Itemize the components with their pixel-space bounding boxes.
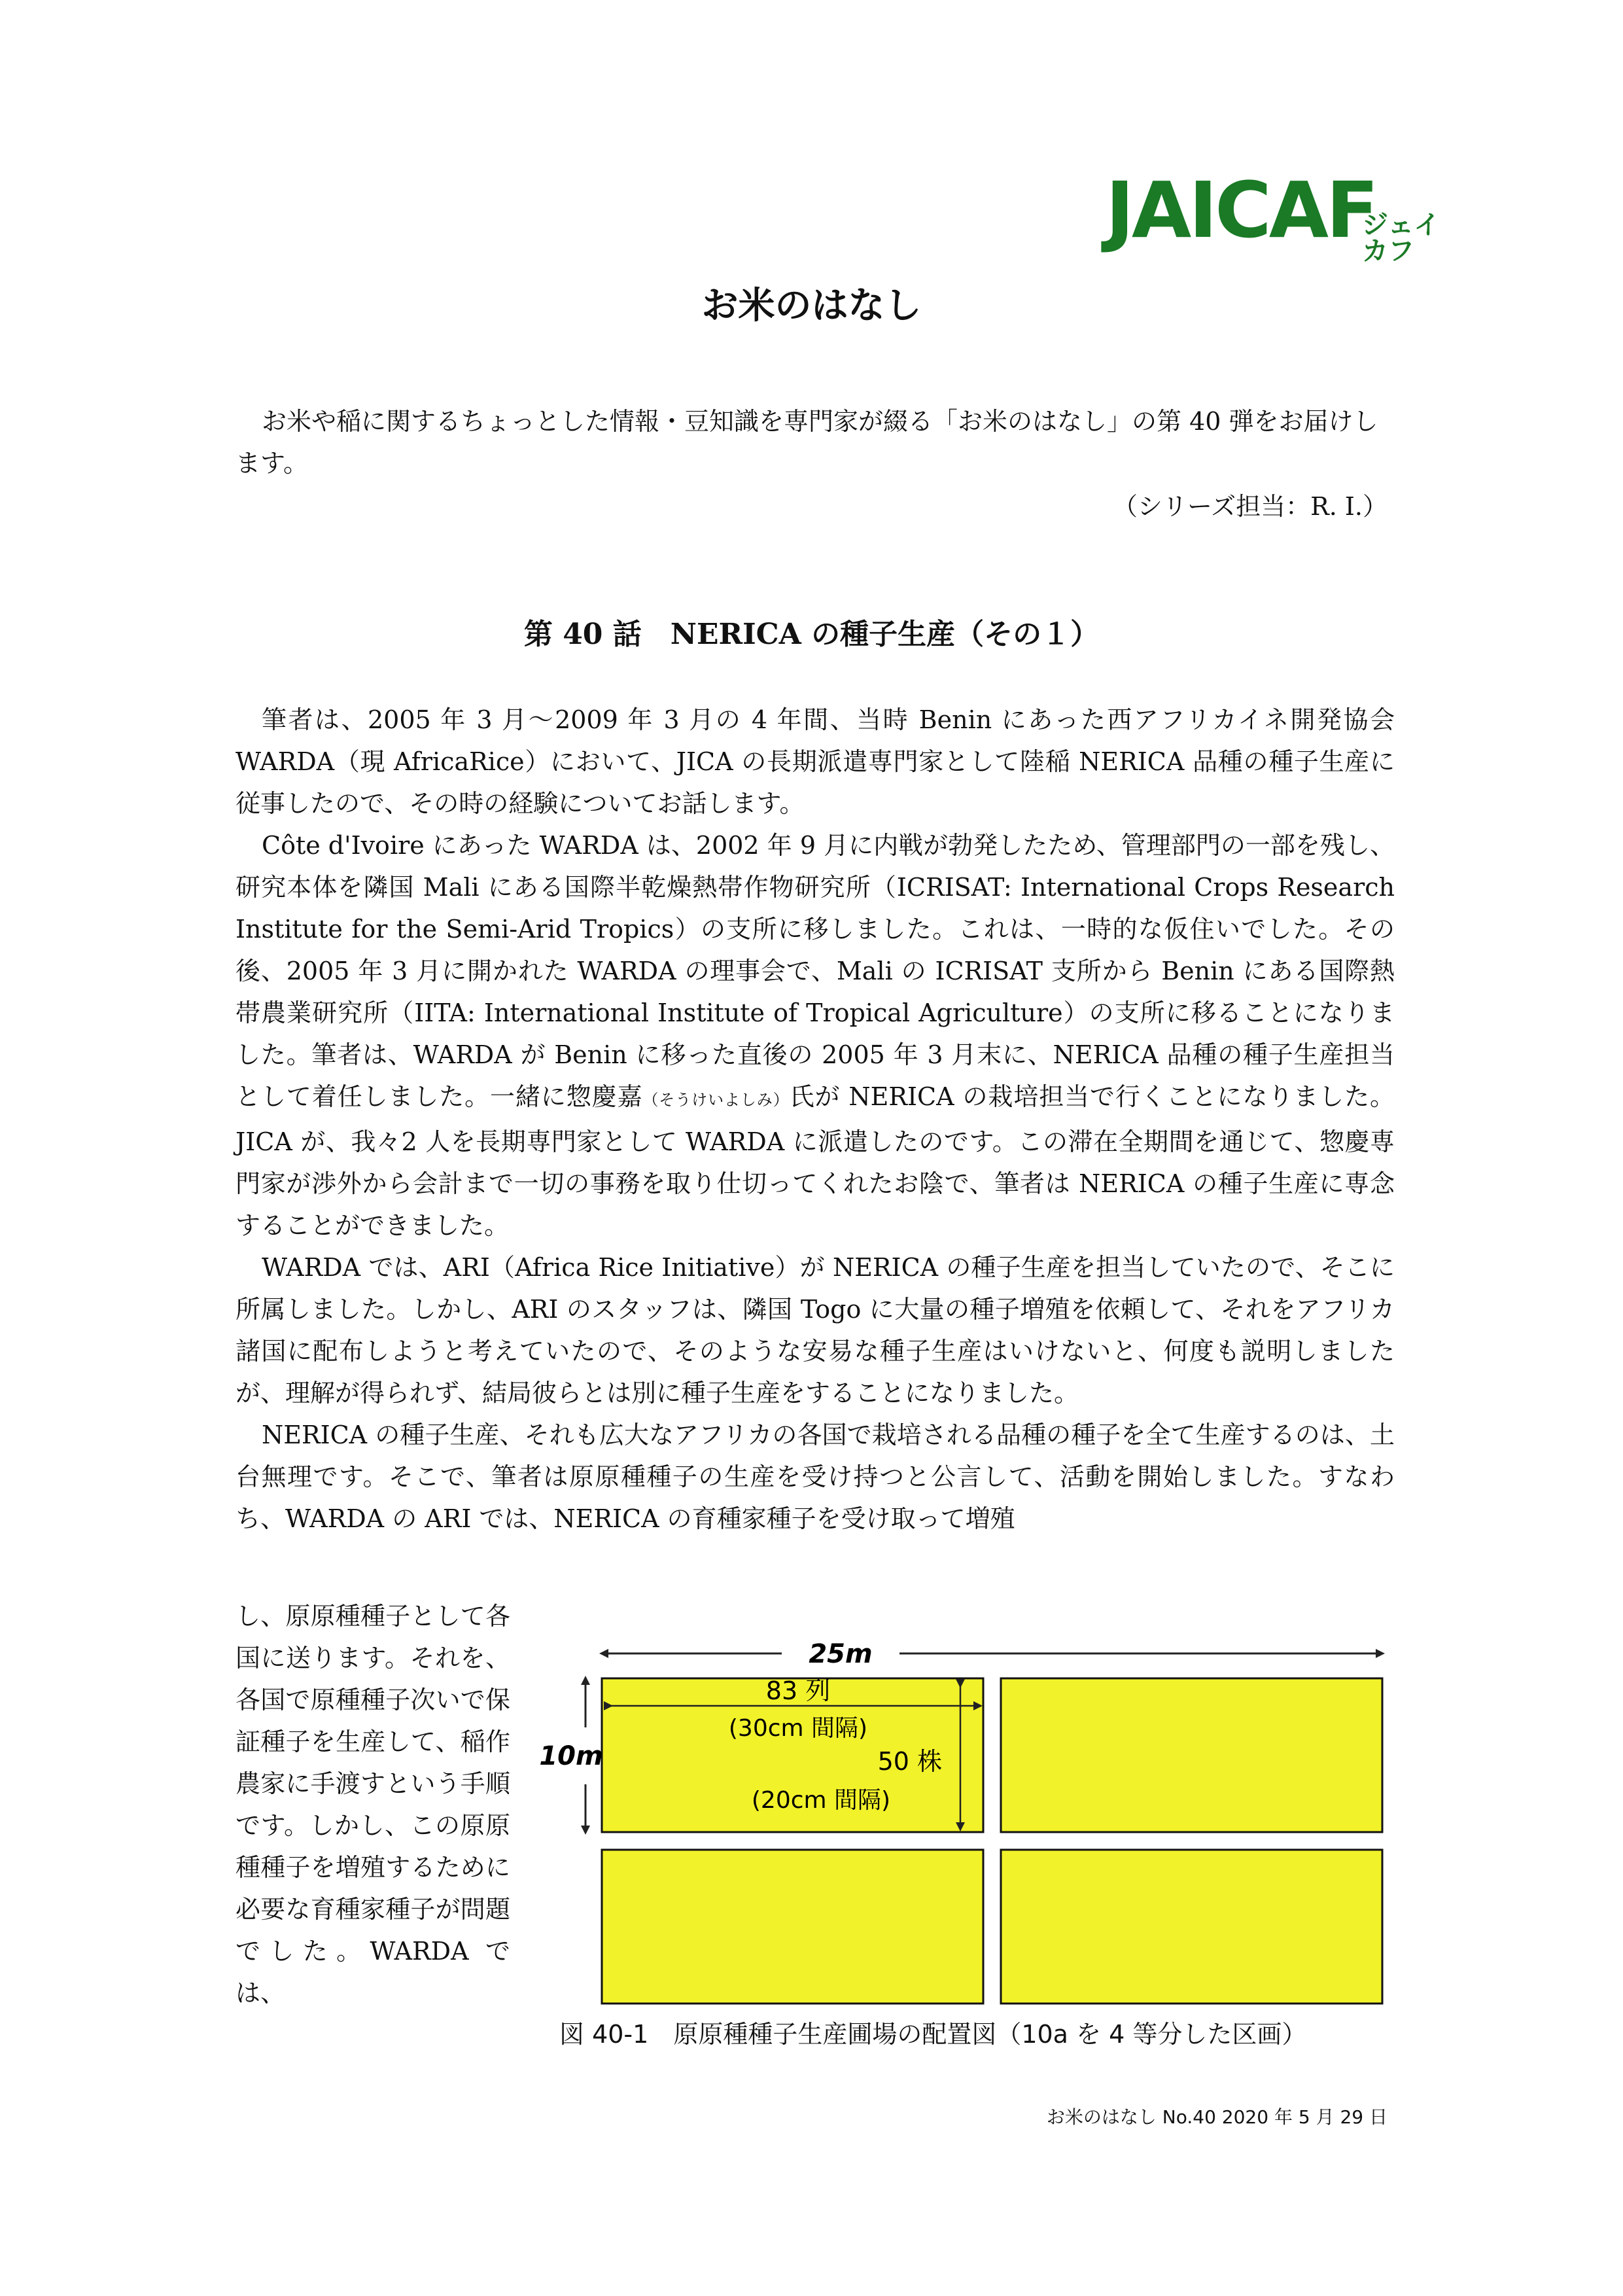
paragraph-3: WARDA では、ARI（Africa Rice Initiative）が NERICA の種子生産を担当していたので、そこに所属しました。しかし、ARI のスタッフは、隣国 Togo に大量の種子増殖を依頼して、それをアフリカ諸国に配布しようと考えていたので、そのような安易な種子生産はいけないと、何度も説明しましたが、理解が得られず、結局彼らとは別に種子生産をすることになりました。 [236, 1253, 1395, 1407]
height-label: 10m [539, 1741, 603, 1771]
rows-spacing-label: (30cm 間隔) [728, 1715, 868, 1742]
intro-paragraph: お米や稲に関するちょっとした情報・豆知識を専門家が綴る「お米のはなし」の第 40 弾をお届けします。 [236, 407, 1378, 478]
article-body [236, 699, 1395, 1540]
page-footer: お米のはなし No.40 2020 年 5 月 29 日 [1046, 2106, 1387, 2128]
jaicaf-logo [1106, 165, 1446, 266]
plot-top-right [1001, 1678, 1382, 1832]
plants-label: 50 株 [877, 1747, 942, 1776]
paragraph-1: 筆者は、2005 年 3 月～2009 年 3 月の 4 年間、当時 Benin にあった西アフリカイネ開発協会 WARDA（現 AfricaRice）において、JICA の長期派遣専門家として陸稲 NERICA 品種の種子生産に従事したので、その時の経験についてお話します。 [236, 705, 1395, 818]
paragraph-4: NERICA の種子生産、それも広大なアフリカの各国で栽培される品種の種子を全て生産するのは、土台無理です。そこで、筆者は原原種種子の生産を受け持つと公言して、活動を開始しました。すなわち、WARDA の ARI では、NERICA の育種家種子を受け取って増殖 [236, 1421, 1395, 1533]
series-credit: （シリーズ担当：R. I.） [1113, 492, 1387, 521]
paragraph-2 [236, 824, 1395, 1246]
article-title: 第 40 話 NERICA の種子生産（その１） [523, 618, 1100, 651]
logo-sub-text: ジェイカフ [1362, 210, 1440, 266]
plot-bottom-left [602, 1850, 983, 2004]
plot-bottom-right [1001, 1850, 1382, 2004]
width-label: 25m [809, 1639, 873, 1669]
paragraph-2-part-b: 氏が NERICA の栽培担当で行くことになりました。JICA が、我々2 人を長期専門家として WARDA に派遣したのです。この滞在全期間を通じて、惣慶専門家が渉外から会計まで一切の事務を取り仕切ってくれたお陰で、筆者は NERICA の種子生産に専念することができました。 [236, 1082, 1395, 1240]
plants-spacing-label: (20cm 間隔) [751, 1787, 891, 1814]
rows-label: 83 列 [765, 1676, 831, 1705]
paragraph-2-part-a: Côte d'Ivoire にあった WARDA は、2002 年 9 月に内戦が勃発したため、管理部門の一部を残し、研究本体を隣国 Mali にある国際半乾燥熱帯作物研究所（ICRISAT: International Crops Research Institute for the Semi-Arid Tropics）の支所に移しました。これは、一時的な仮住いでした。その後、2005 年 3 月に開かれた WARDA の理事会で、Mali の ICRISAT 支所から Benin にある国際熱帯農業研究所（IITA: International Institute of Tropical Agriculture）の支所に移ることになりました。筆者は、WARDA が Benin に移った直後の 2005 年 3 月末に、NERICA 品種の種子生産担当として着任しました。一緒に惣慶嘉 [236, 831, 1395, 1111]
series-title: お米のはなし [701, 285, 922, 327]
field-layout-figure [533, 1613, 1400, 2156]
field-layout-diagram [533, 1613, 1400, 2156]
name-reading-note: （そうけいよしみ） [642, 1091, 790, 1109]
paragraph-4-continued: し、原原種種子として各国に送ります。それを、各国で原種種子次いで保証種子を生産して、稲作農家に手渡すという手順です。しかし、この原原種種子を増殖するために必要な育種家種子が問題でした。WARDA では、 [236, 1602, 510, 2007]
logo-main-text: JAICAF [1106, 165, 1376, 255]
figure-caption: 図 40-1 原原種種子生産圃場の配置図（10a を 4 等分した区画） [559, 2020, 1307, 2049]
